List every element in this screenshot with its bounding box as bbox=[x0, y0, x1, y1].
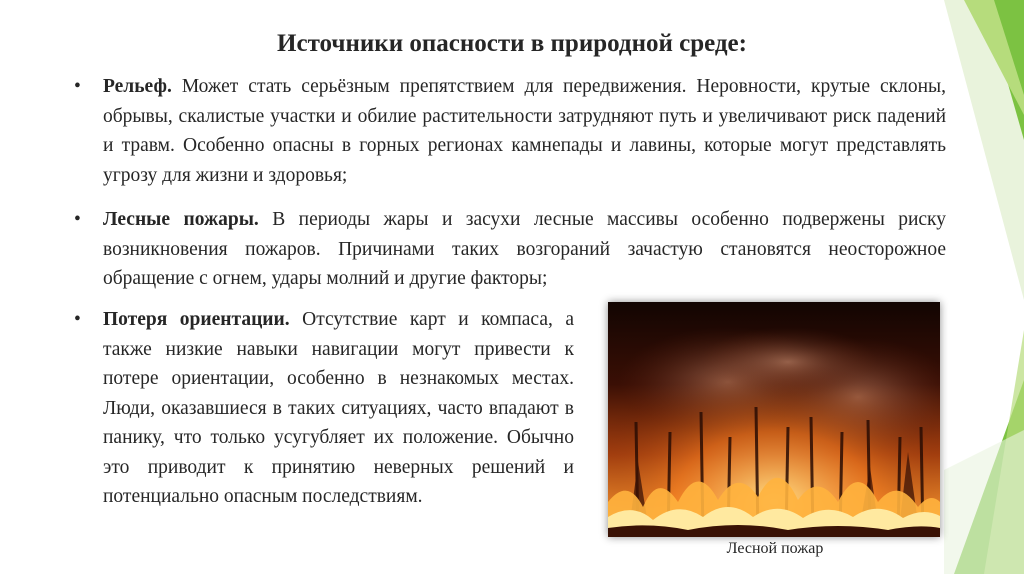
bullet-forest-fires bbox=[60, 205, 946, 294]
bullet-text bbox=[103, 205, 946, 294]
forest-fire-illustration bbox=[608, 302, 940, 537]
green-corner-decoration bbox=[944, 0, 1024, 574]
slide-title: Источники опасности в природной среде: bbox=[277, 30, 747, 57]
bullet-text bbox=[103, 72, 946, 190]
bullet-disorientation bbox=[60, 305, 574, 512]
bullet-relief bbox=[60, 72, 946, 190]
bullet-dot: • bbox=[74, 76, 81, 97]
bullet-heading: Лесные пожары. bbox=[103, 209, 259, 230]
bullet-text bbox=[103, 305, 574, 512]
bullet-body: Отсутствие карт и компаса, а также низкие навыки навигации могут привести к потере ориентации, особенно в незнакомых местах. Люди, оказавшиеся в таких ситуациях, часто впадают в панику, что только усугубляет их положение. Обычно это приводит к принятию неверных решений и потенциально опасным последствиям. bbox=[103, 309, 574, 507]
bullet-heading: Рельеф. bbox=[103, 76, 172, 97]
bullet-dot: • bbox=[74, 209, 81, 230]
bullet-body: В периоды жары и засухи лесные массивы особенно подвержены риску возникновения пожаров. Причинами таких возгораний зачастую становятся неосторожное обращение с огнем, удары молний и другие факторы; bbox=[103, 209, 946, 289]
bullet-dot: • bbox=[74, 309, 81, 330]
bullet-heading: Потеря ориентации. bbox=[103, 309, 290, 330]
forest-fire-photo bbox=[608, 302, 940, 537]
image-caption: Лесной пожар bbox=[726, 540, 824, 557]
bullet-body: Может стать серьёзным препятствием для передвижения. Неровности, крутые склоны, обрывы, скалистые участки и обилие растительности затрудняют путь и увеличивают риск падений и травм. Особенно опасны в горных регионах камнепады и лавины, которые могут представлять угрозу для жизни и здоровья; bbox=[103, 76, 946, 186]
